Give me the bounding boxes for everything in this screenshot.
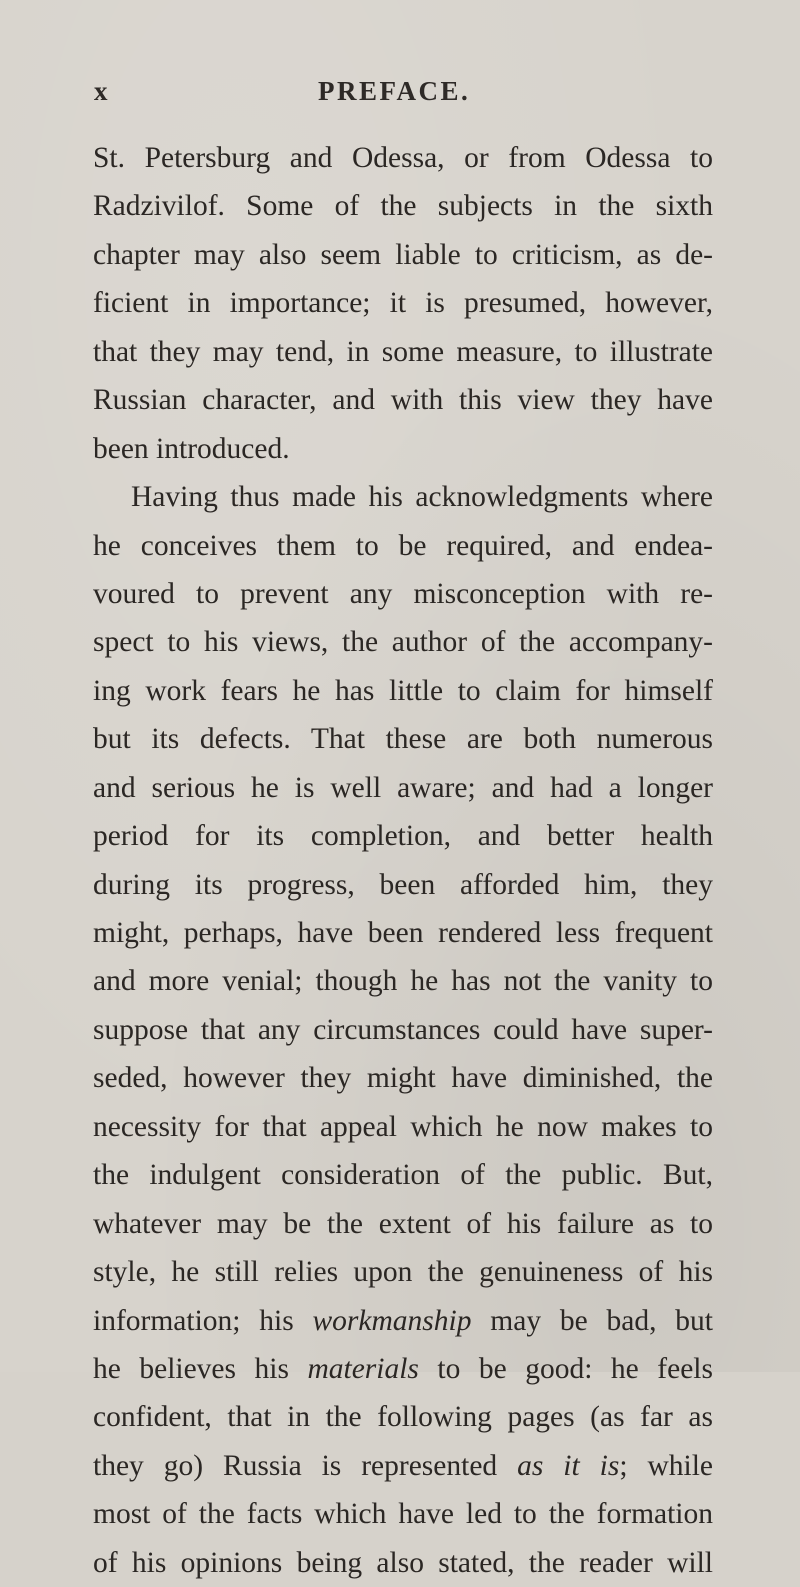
text-line: St. Petersburg and Odessa, or from Odessa to [93,142,713,174]
text-line: of his opinions being also stated, the reader will [93,1546,713,1579]
text-line: information; his workmanship may be bad, but [93,1304,713,1337]
text-line: style, he still relies upon the genuineness of his [93,1256,713,1289]
text-line: and more venial; though he has not the vanity to [93,965,713,998]
text-line: he conceives them to be required, and endea- [93,529,713,562]
body-text [93,134,713,1587]
text-line: voured to prevent any misconception with re- [93,577,713,610]
text-line: during its progress, been afforded him, they [93,868,713,901]
text-line: they go) Russia is represented as it is; while [93,1449,713,1482]
text-line: most of the facts which have led to the formation [93,1498,713,1531]
text-line: seded, however they might have diminished, the [93,1062,713,1095]
text-line: that they may tend, in some measure, to illustrate [93,335,713,368]
italic-phrase: materials [307,1352,419,1385]
running-head [0,76,800,116]
text-line: spect to his views, the author of the accompany- [93,626,713,659]
text-line: ing work fears he has little to claim for himself [93,674,713,707]
text-line: and serious he is well aware; and had a longer [93,771,713,804]
text-line: necessity for that appeal which he now makes to [93,1110,713,1143]
text-line: he believes his materials to be good: he feels [93,1352,713,1385]
text-line: been introduced. [93,432,290,465]
text-line: the indulgent consideration of the public. But, [93,1159,713,1192]
text-line: whatever may be the extent of his failure as to [93,1207,713,1240]
page-number: x [94,76,109,106]
text-line: might, perhaps, have been rendered less frequent [93,917,713,949]
text-line: Russian character, and with this view they have [93,384,713,417]
text-line: confident, that in the following pages (as far as [93,1401,713,1434]
text-line: chapter may also seem liable to criticism, as de- [93,238,713,271]
italic-phrase: workmanship [312,1304,472,1337]
text-line: but its defects. That these are both numerous [93,723,713,756]
italic-phrase: as it is [517,1449,620,1482]
text-line: period for its completion, and better health [93,820,713,853]
text-line: Having thus made his acknowledgments where [131,481,713,514]
text-line: ficient in importance; it is presumed, however, [93,287,713,320]
running-head-title: PREFACE. [318,76,471,106]
text-line: suppose that any circumstances could have super- [93,1013,713,1046]
text-line: Radzivilof. Some of the subjects in the sixth [93,190,713,223]
